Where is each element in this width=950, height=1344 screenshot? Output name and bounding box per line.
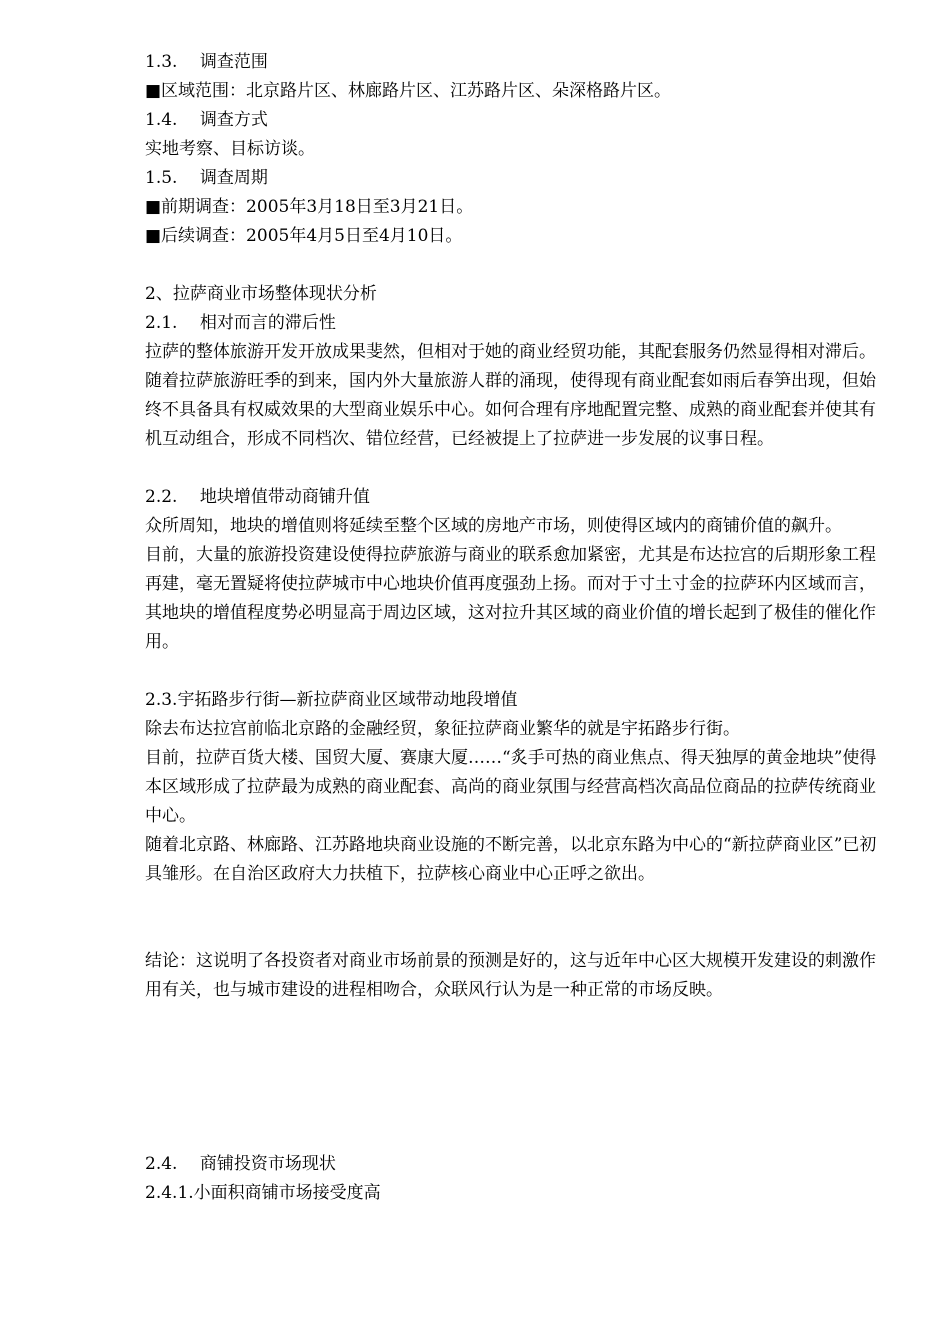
paragraph-2-2-a: 众所周知，地块的增值则将延续至整个区域的房地产市场，则使得区域内的商铺价值的飙升。 — [145, 516, 842, 536]
survey-period-pre-bullet: ■前期调查：2005年3月18日至3月21日。 — [145, 197, 474, 217]
heading-1-4: 1.4. 调查方式 — [145, 110, 268, 130]
survey-area-bullet: ■区域范围：北京路片区、林廊路片区、江苏路片区、朵深格路片区。 — [145, 81, 672, 101]
spacer — [145, 251, 885, 280]
spacer — [145, 889, 885, 947]
heading-2-4: 2.4. 商铺投资市场现状 — [145, 1154, 336, 1174]
heading-1-3: 1.3. 调查范围 — [145, 52, 268, 72]
survey-method-text: 实地考察、目标访谈。 — [145, 139, 315, 159]
spacer — [145, 1005, 885, 1150]
conclusion-paragraph: 结论：这说明了各投资者对商业市场前景的预测是好的，这与近年中心区大规模开发建设的刺激作用有关，也与城市建设的进程相吻合，众联风行认为是一种正常的市场反映。 — [145, 951, 876, 1000]
spacer — [145, 657, 885, 686]
paragraph-2-2-b: 目前，大量的旅游投资建设使得拉萨旅游与商业的联系愈加紧密，尤其是布达拉宫的后期形象工程再建，毫无置疑将使拉萨城市中心地块价值再度强劲上扬。而对于寸土寸金的拉萨环内区域而言，其地块的增值程度势必明显高于周边区域，这对拉升其区域的商业价值的增长起到了极佳的催化作用。 — [145, 545, 876, 652]
document-page — [145, 48, 885, 1208]
heading-2-4-1: 2.4.1.小面积商铺市场接受度高 — [145, 1183, 381, 1203]
heading-2-1: 2.1. 相对而言的滞后性 — [145, 313, 336, 333]
paragraph-2-3-c: 随着北京路、林廊路、江苏路地块商业设施的不断完善，以北京东路为中心的“新拉萨商业区”已初具雏形。在自治区政府大力扶植下，拉萨核心商业中心正呼之欲出。 — [145, 835, 877, 884]
paragraph-2-3-b: 目前，拉萨百货大楼、国贸大厦、赛康大厦……“炙手可热的商业焦点、得天独厚的黄金地块”使得本区域形成了拉萨最为成熟的商业配套、高尚的商业氛围与经营高档次高品位商品的拉萨传统商业中心。 — [145, 748, 877, 826]
heading-2-3: 2.3.宇拓路步行街—新拉萨商业区域带动地段增值 — [145, 690, 518, 710]
spacer — [145, 454, 885, 483]
paragraph-2-1: 拉萨的整体旅游开发开放成果斐然，但相对于她的商业经贸功能，其配套服务仍然显得相对滞后。随着拉萨旅游旺季的到来，国内外大量旅游人群的涌现，使得现有商业配套如雨后春笋出现，但始终不具备具有权威效果的大型商业娱乐中心。如何合理有序地配置完整、成熟的商业配套并使其有机互动组合，形成不同档次、错位经营，已经被提上了拉萨进一步发展的议事日程。 — [145, 342, 876, 449]
heading-2-2: 2.2. 地块增值带动商铺升值 — [145, 487, 370, 507]
heading-1-5: 1.5. 调查周期 — [145, 168, 268, 188]
survey-period-post-bullet: ■后续调查：2005年4月5日至4月10日。 — [145, 226, 463, 246]
heading-2: 2、拉萨商业市场整体现状分析 — [145, 284, 377, 304]
paragraph-2-3-a: 除去布达拉宫前临北京路的金融经贸，象征拉萨商业繁华的就是宇拓路步行街。 — [145, 719, 740, 739]
